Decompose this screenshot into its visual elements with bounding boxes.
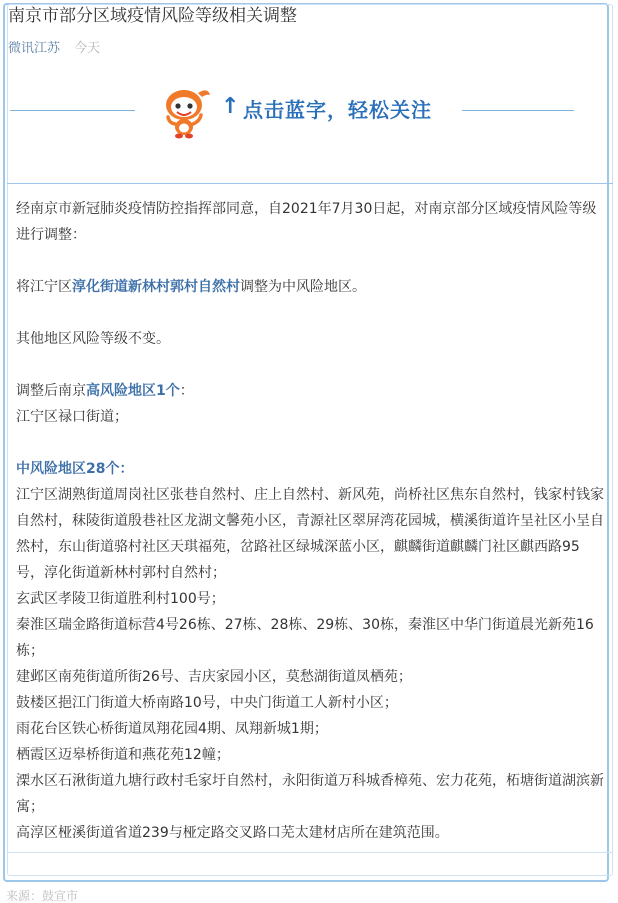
change-suffix: 调整为中风险地区。 xyxy=(240,279,366,295)
article-body xyxy=(16,196,604,846)
after-adjustment-line xyxy=(16,378,604,404)
article-meta xyxy=(8,41,100,57)
risk-list-item: 鼓楼区挹江门街道大桥南路10号，中央门街道工人新村小区； xyxy=(16,695,398,711)
article-title: 南京市部分区域疫情风险等级相关调整 xyxy=(8,6,297,26)
change-paragraph xyxy=(16,274,604,300)
follow-banner[interactable] xyxy=(10,84,576,144)
risk-list-item: 雨花台区铁心桥街道凤翔花园4期、凤翔新城1期； xyxy=(16,721,328,737)
risk-list-item: 玄武区孝陵卫街道胜利村100号； xyxy=(16,591,225,607)
unchanged-paragraph: 其他地区风险等级不变。 xyxy=(16,331,170,347)
publish-date: 今天 xyxy=(74,41,101,56)
medium-risk-heading: 中风险地区28个： xyxy=(16,461,134,477)
source-footer: 来源：鼓宣市 xyxy=(6,889,79,903)
risk-list-item: 秦淮区瑞金路街道标营4号26栋、27栋、28栋、29栋、30栋，秦淮区中华门街道晨光新苑16栋； xyxy=(16,617,594,659)
intro-paragraph: 经南京市新冠肺炎疫情防控指挥部同意，自2021年7月30日起，对南京部分区域疫情风险等级进行调整： xyxy=(16,201,597,243)
after-suffix: ： xyxy=(179,383,194,399)
risk-list-item: 溧水区石湫街道九塘行政村毛家圩自然村，永阳街道万科城香樟苑、宏力花苑，柘塘街道湖滨新寓； xyxy=(16,773,604,815)
risk-list-item: 建邺区南苑街道所街26号、吉庆家园小区，莫愁湖街道凤栖苑； xyxy=(16,669,412,685)
changed-location: 淳化街道新林村郭村自然村 xyxy=(72,279,240,295)
risk-list-item: 高淳区桠溪街道省道239与桠定路交叉路口芜太建材店所在建筑范围。 xyxy=(16,825,449,841)
change-prefix: 将江宁区 xyxy=(16,279,72,295)
high-risk-heading: 高风险地区1个 xyxy=(86,383,180,399)
footer-divider xyxy=(7,852,613,853)
banner-rule-left xyxy=(10,110,135,111)
up-arrow-icon: ↑ xyxy=(221,94,240,119)
account-name-link[interactable]: 微讯江苏 xyxy=(8,41,61,56)
after-prefix: 调整后南京 xyxy=(16,383,86,399)
risk-list-item: 栖霞区迈皋桥街道和燕花苑12幢； xyxy=(16,747,230,763)
high-risk-list: 江宁区禄口街道； xyxy=(16,409,128,425)
header-divider xyxy=(7,183,613,184)
follow-prompt: 点击蓝字，轻松关注 xyxy=(243,98,432,122)
banner-rule-right xyxy=(462,110,574,111)
risk-list-item: 江宁区湖熟街道周岗社区张巷自然村、庄上自然村、新风苑，尚桥社区焦东自然村，钱家村钱家自然村，秣陵街道殷巷社区龙湖文馨苑小区，青源社区翠屏湾花园城，横溪街道许呈社区小呈自然村，东山街道骆村社区天琪福苑，岔路社区绿城深蓝小区，麒麟街道麒麟门社区麒西路95号，淳化街道新林村郭村自然村； xyxy=(16,487,604,581)
mascot-icon xyxy=(160,85,216,141)
